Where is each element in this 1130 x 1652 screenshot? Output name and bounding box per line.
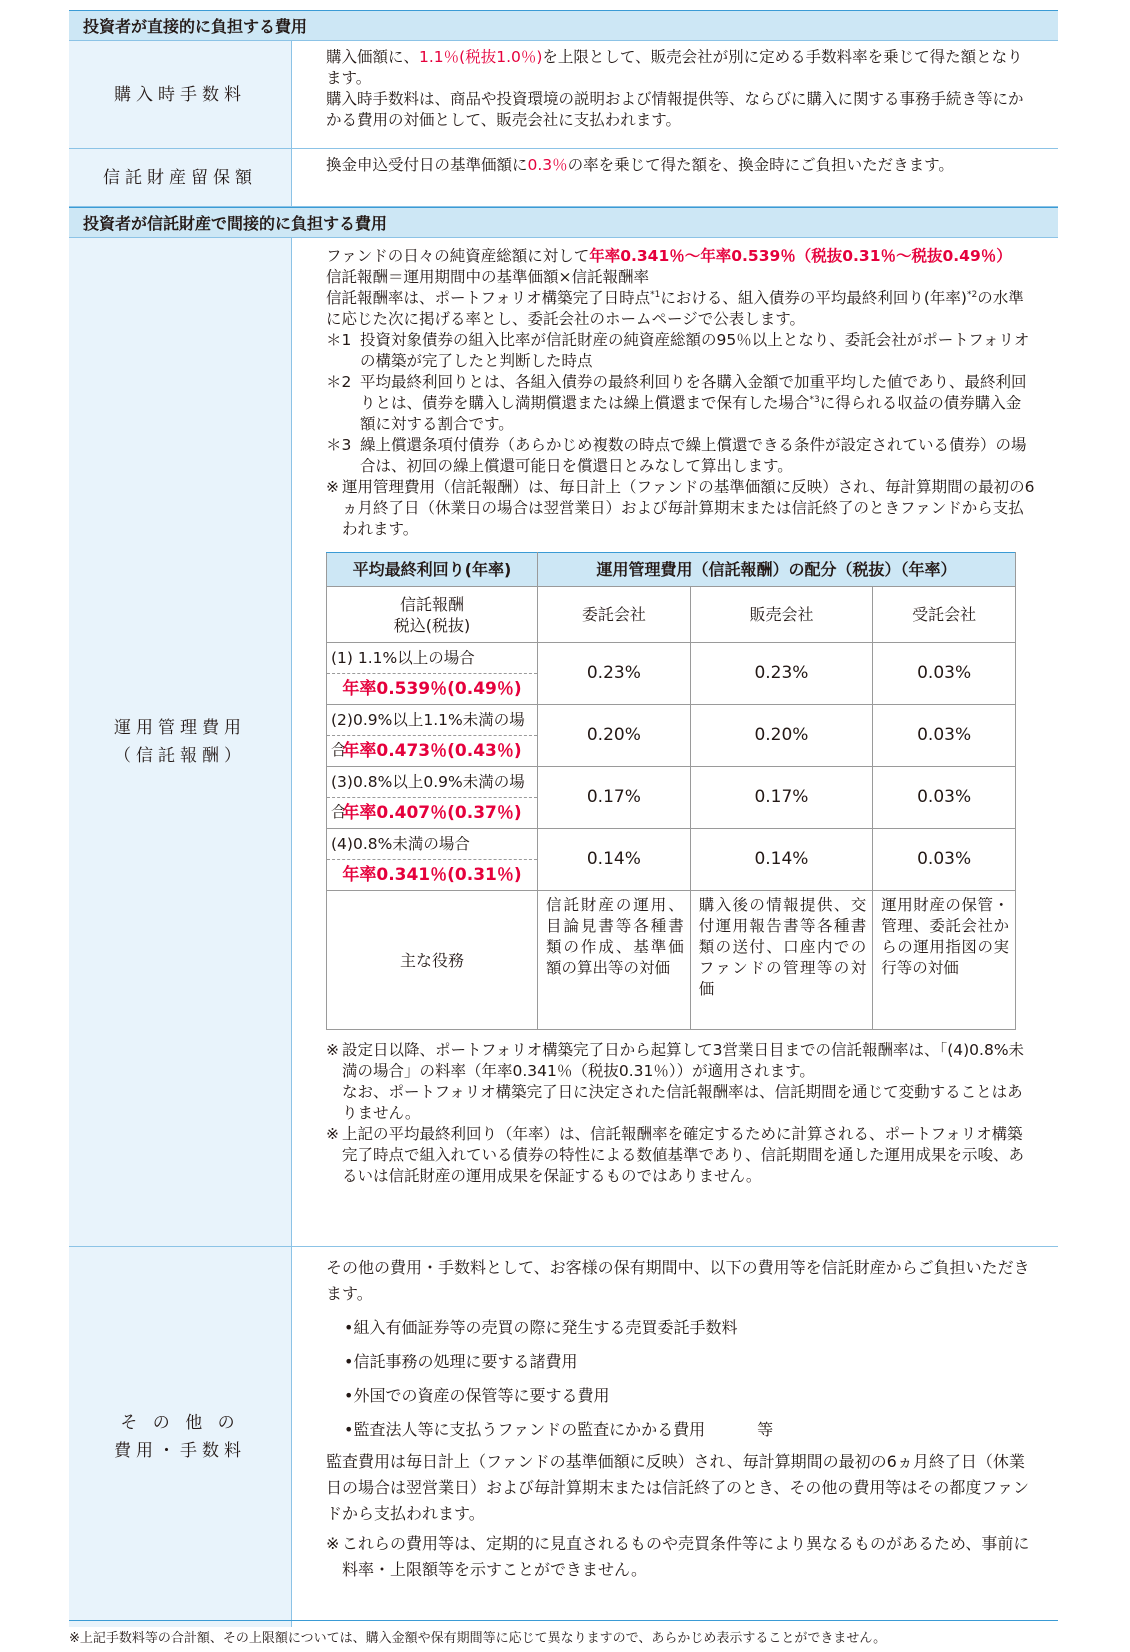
subheader-trustor: 委託会社 (538, 587, 691, 643)
section-header-indirect: 投資者が信託財産で間接的に負担する費用 (69, 207, 1058, 238)
value-trustor: 0.23% (538, 643, 691, 705)
role-label: 主な役務 (327, 891, 538, 1030)
management-rate-text (326, 288, 1036, 330)
role-trustor: 信託財産の運用、目論見書等各種書類の作成、基準価額の算出等の対価 (538, 891, 691, 1030)
value-trustee: 0.03% (873, 643, 1016, 705)
note-mark: ＊1 (326, 331, 352, 349)
row-other-fees (69, 1247, 1058, 1627)
other-bullets (326, 1315, 1036, 1443)
list-item (326, 1417, 1036, 1443)
label-other-fees (69, 1247, 292, 1627)
condition-rate: 年率0.539％(0.49％) (342, 679, 522, 699)
management-formula: 信託報酬＝運用期間中の基準価額×信託報酬率 (326, 268, 649, 286)
content-purchase-fee (292, 41, 1058, 148)
retention-rate: 0.3％ (527, 156, 568, 174)
label-retention: 信託財産留保額 (69, 149, 292, 206)
role-distributor: 購入後の情報提供、交付運用報告書等各種書類の送付、口座内でのファンドの管理等の対価 (690, 891, 873, 1030)
table-row-roles (327, 891, 1016, 1030)
value-trustee: 0.03% (873, 767, 1016, 829)
value-distributor: 0.17% (690, 767, 873, 829)
text: における、組入債券の平均最終利回り(年率) (660, 289, 967, 307)
footnote-ref: *2 (966, 289, 978, 300)
value-trustee: 0.03% (873, 705, 1016, 767)
label-purchase-fee: 購入時手数料 (69, 41, 292, 148)
label-management-fee (69, 238, 292, 1246)
text: の率を乗じて得た額を、換金時にご負担いただきます。 (567, 156, 954, 174)
management-rate: 年率0.341％～年率0.539％（税抜0.31％～税抜0.49％） (589, 247, 1012, 265)
table-row (327, 767, 1016, 829)
fee-allocation-table (326, 552, 1016, 1030)
other-audit: 監査費用は毎日計上（ファンドの基準価額に反映）され、毎計算期間の最初の6ヵ月終了日（休業日の場合は翌営業日）および毎計算期末または信託終了のとき、その他の費用等はその都度ファンドから支払われます。 (326, 1452, 1030, 1523)
footnote-ref: *3 (809, 394, 820, 405)
other-intro: その他の費用・手数料として、お客様の保有期間中、以下の費用等を信託財産からご負担いただきます。 (326, 1258, 1030, 1303)
list-item: •外国での資産の保管等に要する費用 (344, 1386, 610, 1405)
content-other-fees (292, 1247, 1058, 1627)
kome-text: これらの費用等は、定期的に見直されるものや売買条件等により異なるものがあるため、事前に料率・上限額等を示すことができません。 (342, 1534, 1030, 1579)
purchase-fee-line1 (326, 47, 1036, 89)
value-trustor: 0.17% (538, 767, 691, 829)
subheader-fee (327, 587, 538, 643)
value-distributor: 0.23% (690, 643, 873, 705)
footnote-ref: *1 (650, 289, 661, 300)
text: 平均最終利回りとは、各組入債券の最終利回りを各購入金額で加重平均した値であり、最終利回りとは、債券を購入し満期償還または繰上償還まで保有した場合 (360, 373, 1027, 412)
retention-text (326, 155, 1036, 176)
kome-text: 運用管理費用（信託報酬）は、毎日計上（ファンドの基準価額に反映）され、毎計算期間の最初の6ヵ月終了日（休業日の場合は翌営業日）および毎計算期末または信託終了のときファンドから支払われます。 (342, 478, 1035, 538)
table-row (327, 643, 1016, 705)
text: ファンドの日々の純資産総額に対して (326, 247, 590, 265)
kome-mark: ※ (326, 478, 339, 496)
note-text: 投資対象債券の組入比率が信託財産の純資産総額の95％以上となり、委託会社がポートフォリオの構築が完了したと判断した時点 (360, 331, 1030, 370)
row-purchase-fee (69, 41, 1058, 149)
note-text (360, 372, 1036, 435)
condition-rate: 年率0.407％(0.37％) (342, 803, 522, 823)
row-retention (69, 149, 1058, 207)
table-row (327, 705, 1016, 767)
value-distributor: 0.14% (690, 829, 873, 891)
list-item: •信託事務の処理に要する諸費用 (344, 1352, 578, 1371)
condition-text: (3)0.8%以上0.9%未満の場合 (327, 767, 537, 798)
kome-text (342, 1040, 1036, 1124)
row-condition (327, 705, 538, 767)
kome-mark: ※ (326, 1041, 339, 1059)
kome-text: 上記の平均最終利回り（年率）は、信託報酬率を確定するために計算される、ポートフォリオ構築完了時点で組入れている債券の特性による数値基準であり、信託期間を通した運用成果を示唆、あるいは信託財産の運用成果を保証するものではありません。 (342, 1125, 1025, 1185)
row-management-fee (69, 238, 1058, 1247)
note-3 (326, 435, 1036, 477)
footer-note: ※上記手数料等の合計額、その上限額については、購入金額や保有期間等に応じて異なりますので、あらかじめ表示することができません。 (69, 1620, 1058, 1646)
management-intro (326, 246, 1036, 267)
subheader-distributor: 販売会社 (690, 587, 873, 643)
list-item: •組入有価証券等の売買の際に発生する売買委託手数料 (344, 1318, 738, 1337)
text: •監査法人等に支払うファンドの監査にかかる費用 (344, 1420, 706, 1439)
subheader-trustee: 受託会社 (873, 587, 1016, 643)
text: の水準に応じた次に掲げる率とし、委託会社のホームページで公表します。 (326, 289, 1024, 328)
condition-text: (2)0.9%以上1.1%未満の場合 (327, 705, 537, 736)
condition-text: (1) 1.1%以上の場合 (327, 643, 537, 674)
content-retention (292, 149, 1058, 206)
text: 等 (757, 1420, 774, 1439)
note-2 (326, 372, 1036, 435)
fee-table (69, 10, 1058, 1627)
label-line1: 運用管理費用 (114, 718, 246, 738)
kome-2 (326, 1040, 1036, 1124)
row-condition (327, 829, 538, 891)
content-management-fee (292, 238, 1058, 1246)
value-distributor: 0.20% (690, 705, 873, 767)
text: 換金申込受付日の基準価額に (326, 156, 528, 174)
purchase-fee-rate: 1.1％(税抜1.0％) (419, 48, 543, 66)
condition-rate: 年率0.473％(0.43％) (342, 741, 522, 761)
label-line1: そ の 他 の (120, 1413, 240, 1433)
header-allocation: 運用管理費用（信託報酬）の配分（税抜）（年率） (538, 553, 1016, 587)
section-header-direct: 投資者が直接的に負担する費用 (69, 10, 1058, 41)
note-text: 繰上償還条項付債券（あらかじめ複数の時点で繰上償還できる条件が設定されている債券）の場合は、初回の繰上償還可能日を償還日とみなして算出します。 (360, 436, 1027, 475)
header-yield: 平均最終利回り(年率) (327, 553, 538, 587)
row-condition (327, 643, 538, 705)
text: 購入価額に、 (326, 48, 420, 66)
other-kome (326, 1531, 1036, 1583)
table-row (327, 829, 1016, 891)
kome-mark: ※ (326, 1125, 339, 1143)
text: 税込(税抜) (393, 615, 471, 635)
row-condition (327, 767, 538, 829)
kome-mark: ※ (326, 1534, 340, 1553)
condition-rate: 年率0.341％(0.31％) (342, 865, 522, 885)
text: なお、ポートフォリオ構築完了日に決定された信託報酬率は、信託期間を通じて変動することはありません。 (342, 1083, 1023, 1122)
value-trustee: 0.03% (873, 829, 1016, 891)
label-line2: （信託報酬） (114, 746, 246, 766)
value-trustor: 0.14% (538, 829, 691, 891)
purchase-fee-line2: 購入時手数料は、商品や投資環境の説明および情報提供等、ならびに購入に関する事務手続き等にかかる費用の対価として、販売会社に支払われます。 (326, 90, 1024, 129)
label-line2: 費用・手数料 (114, 1441, 246, 1461)
role-trustee: 運用財産の保管・管理、委託会社からの運用指図の実行等の対価 (873, 891, 1016, 1030)
kome-3 (326, 1124, 1036, 1187)
kome-1 (326, 477, 1036, 540)
note-1 (326, 330, 1036, 372)
value-trustor: 0.20% (538, 705, 691, 767)
table-subheader-row (327, 587, 1016, 643)
text: 信託報酬 (399, 594, 464, 614)
text: に得られる収益の債券購入金額に対する割合です。 (360, 394, 1022, 433)
text: 信託報酬率は、ポートフォリオ構築完了日時点 (326, 289, 651, 307)
condition-text: (4)0.8%未満の場合 (327, 829, 537, 860)
note-mark: ＊2 (326, 373, 352, 391)
table-header-row (327, 553, 1016, 587)
text: 設定日以降、ポートフォリオ構築完了日から起算して3営業日目までの信託報酬率は、「(4)0.8%未満の場合」の料率（年率0.341％（税抜0.31％））が適用されます。 (342, 1041, 1025, 1080)
text: を上限として、販売会社が別に定める手数料率を乗じて得た額となります。 (326, 48, 1023, 87)
note-mark: ＊3 (326, 436, 352, 454)
